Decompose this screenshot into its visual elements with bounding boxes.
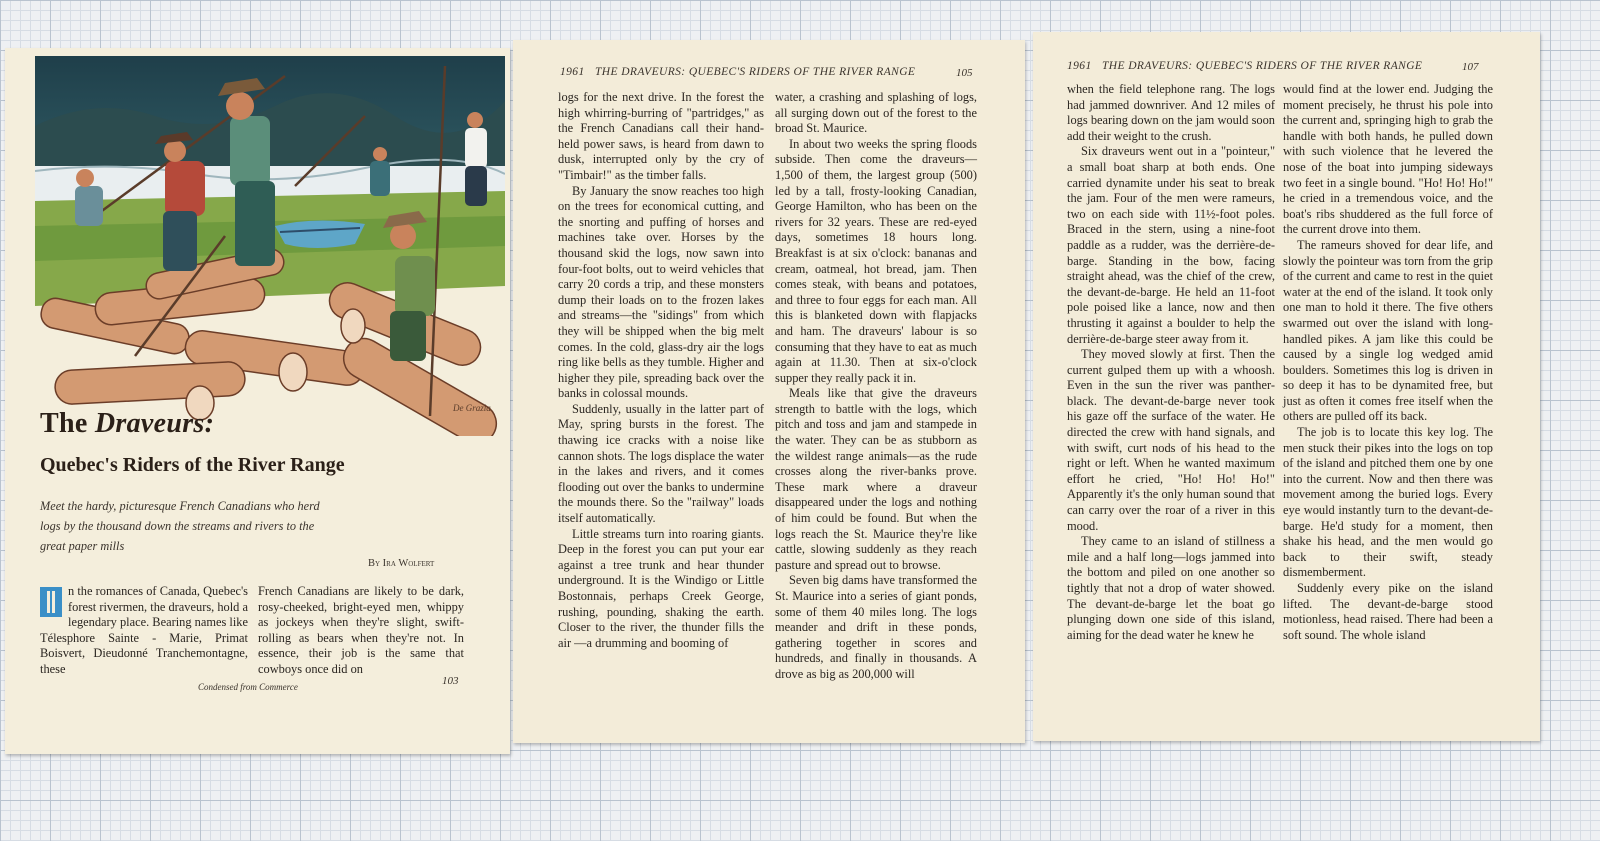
- paragraph: They moved slowly at first. Then the current gulped them up with a whoosh. Even in the sun the river was panther-black. The devant-de-barge never took his gaze off the surface of the water. He directed the crew with hand signals, and with swift, curt nods of his head to the right or left. When he wanted maximum effort he cried, "Ho! Ho! Ho!" Apparently it's the only human sound that can carry over the roar of a river in this mood.: [1067, 347, 1275, 533]
- page3-column-1: [1067, 82, 1275, 643]
- running-year: 1961: [560, 66, 585, 78]
- paragraph: By January the snow reaches too high on the trees for economical cutting, and the snorting and puffing of horses and machines take over. Horses by the thousand skid the logs, now sawn into four-foot bolts, out to weird vehicles that carry 20 cords a trip, and these monsters dump their loads on to the frozen lakes and streams—the "sidings" from which they will be shipped when the big melt comes. In the cold, glass-dry air the logs ring like bells as they tumble. Higher and higher they pile, spreading back over the banks in colossal mounds.: [558, 183, 764, 401]
- page-number: 107: [1462, 61, 1479, 73]
- page1-column-1: [40, 584, 248, 678]
- paragraph: Seven big dams have transformed the St. Maurice into a series of giant ponds, some of them 40 miles long. The logs meander and drift in these ponds, gathering together in scores and hundreds, and finally in thousands. A drove as big as 200,000 will: [775, 573, 977, 681]
- page2-column-2: [775, 90, 977, 683]
- paragraph: Six draveurs went out in a "pointeur," a small boat sharp at both ends. One carried dynamite under his seat to break the jam. Four of the men were rameurs, two on each side with 11½-foot poles. Braced in the stern, using a nine-foot paddle as a rudder, was the derrière-de-barge. Standing in the bow, facing straight ahead, was the chief of the crew, the devant-de-barge. He held an 11-foot pole poised like a lance, now and then thrusting it against a boulder to help the derrière-de-barge steer away from it.: [1067, 144, 1275, 346]
- byline: By Ira Wolfert: [368, 558, 435, 569]
- paragraph: water, a crashing and splashing of logs, all surging down out of the forest to the broad St. Maurice.: [775, 90, 977, 136]
- magazine-page-103: [5, 48, 510, 754]
- drop-cap-icon: [40, 587, 62, 617]
- page2-column-1: [558, 90, 764, 651]
- article-intro: Meet the hardy, picturesque French Canadians who herd logs by the thousand down the streams and rivers to the great paper mills: [40, 499, 320, 553]
- running-head: THE DRAVEURS: QUEBEC'S RIDERS OF THE RIVER RANGE: [1102, 60, 1423, 72]
- article-title: The Draveurs:: [40, 408, 215, 439]
- page1-column-2: [258, 584, 464, 678]
- paragraph: French Canadians are likely to be dark, rosy-cheeked, bright-eyed men, whippy as jockeys when they're slight, swift-rolling as bears when they're not. In essence, their job is the same that cowboys once did on: [258, 584, 464, 676]
- log-drive-illustration: [35, 56, 505, 436]
- article-subtitle: Quebec's Riders of the River Range: [40, 454, 345, 476]
- paragraph: logs for the next drive. In the forest the high whirring-burring of "partridges," as the French Canadians call their hand-held power saws, is heard from dawn to dusk, interrupted only by the cry of "Timbair!" as the timber falls.: [558, 90, 764, 182]
- paragraph: In about two weeks the spring floods subside. Then come the draveurs—1,500 of them, the largest group (500) led by a tall, frosty-looking Canadian, George Hamilton, who has been on the rivers for 32 years. These are red-eyed days, sometimes 18 hours long. Breakfast is at six o'clock: bananas and cream, oatmeal, hot bread, jam. Then comes steak, with beans and potatoes, and three to four eggs for each man. All this is blanketed down with flapjacks and ham. The draveurs' labour is so consuming that they have to eat as much again at 11.30. Then at six-o'clock supper they really pack it in.: [775, 136, 977, 385]
- paragraph: when the field telephone rang. The logs had jammed downriver. And 12 miles of logs bearing down on the jam would soon add their weight to the crush.: [1067, 82, 1275, 143]
- paragraph: would find at the lower end. Judging the moment precisely, he thrust his pole into the current and, springing high to grab the handle with both hands, he pulled down with such violence that he levered the nose of the boat into jumping sideways two feet in a single bound. "Ho! Ho! Ho!" he cried in a tremendous voice, and the boat's ribs shuddered as the full force of the current drove into them.: [1283, 82, 1493, 237]
- magazine-page-105: [513, 40, 1025, 743]
- paragraph: The rameurs shoved for dear life, and slowly the pointeur was torn from the grip of the current and came to rest in the quiet water at the end of the island. It took only one man to hold it there. The five others swarmed out over the island with long-handled pikes. A jam like this could be caused by a single log wedged amid boulders. Sometimes this log is driven in so deep it has to be dynamited free, but just as often it comes free itself when the others are pulled off its back.: [1283, 237, 1493, 424]
- paragraph: Meals like that give the draveurs strength to battle with the logs, which pitch and toss and jam and stampede in the water. They can be as stubborn as the wildest range animals—as the rude crosses along the river-banks prove. These mark where a draveur disappeared under the logs and nothing of him could be found. But when the logs reach the St. Maurice they're like cattle, slowing suddenly as they reach pasture and spread out to browse.: [775, 386, 977, 572]
- lead-paragraph: n the romances of Canada, Quebec's forest rivermen, the draveurs, hold a legendary place. Bearing names like Télesphore Sainte - Marie, Primat Boisvert, Dieudonné Tranchemontagne, these: [40, 584, 248, 676]
- paragraph: They came to an island of stillness a mile and a half long—logs jammed into the bottom and piled on one another so tightly that not a drop of water showed. The devant-de-barge let the boat go plunging down one side of this island, aiming for the dead water he knew he: [1067, 534, 1275, 642]
- paragraph: Suddenly every pike on the island lifted. The devant-de-barge stood motionless, head raised. There had been a soft sound. The whole island: [1283, 581, 1493, 642]
- paragraph: Suddenly, usually in the latter part of May, spring bursts in the forest. The thawing ice cracks with a noise like cannon shots. The logs displace the water in the lakes and rivers, and it comes flooding out over the banks to undermine the mounds there. So the "railway" loads itself automatically.: [558, 401, 764, 526]
- magazine-page-107: [1033, 32, 1540, 741]
- paragraph: Little streams turn into roaring giants. Deep in the forest you can put your ear against a tree trunk and hear thunder underground. It is the Windigo or Little Bostonnais, perhaps Creek George, rushing, pounding, shaking the earth. Closer to the river, the thunder fills the air —a drumming and booming of: [558, 526, 764, 650]
- running-year: 1961: [1067, 60, 1092, 72]
- page3-column-2: [1283, 82, 1493, 643]
- artist-signature: De Grazia: [453, 403, 491, 413]
- page-number: 103: [442, 675, 459, 687]
- paragraph: The job is to locate this key log. The men stuck their pikes into the logs on top of the island and pitched them one by one into the current. Now and then there was movement among the buried logs. Every eye would instantly turn to the devant-de-barge. He'd study for a moment, then shake his head, and the men would go back to their swift, steady dismemberment.: [1283, 425, 1493, 580]
- running-head: THE DRAVEURS: QUEBEC'S RIDERS OF THE RIVER RANGE: [595, 66, 916, 78]
- page-number: 105: [956, 67, 973, 79]
- source-note: Condensed from Commerce: [198, 682, 298, 692]
